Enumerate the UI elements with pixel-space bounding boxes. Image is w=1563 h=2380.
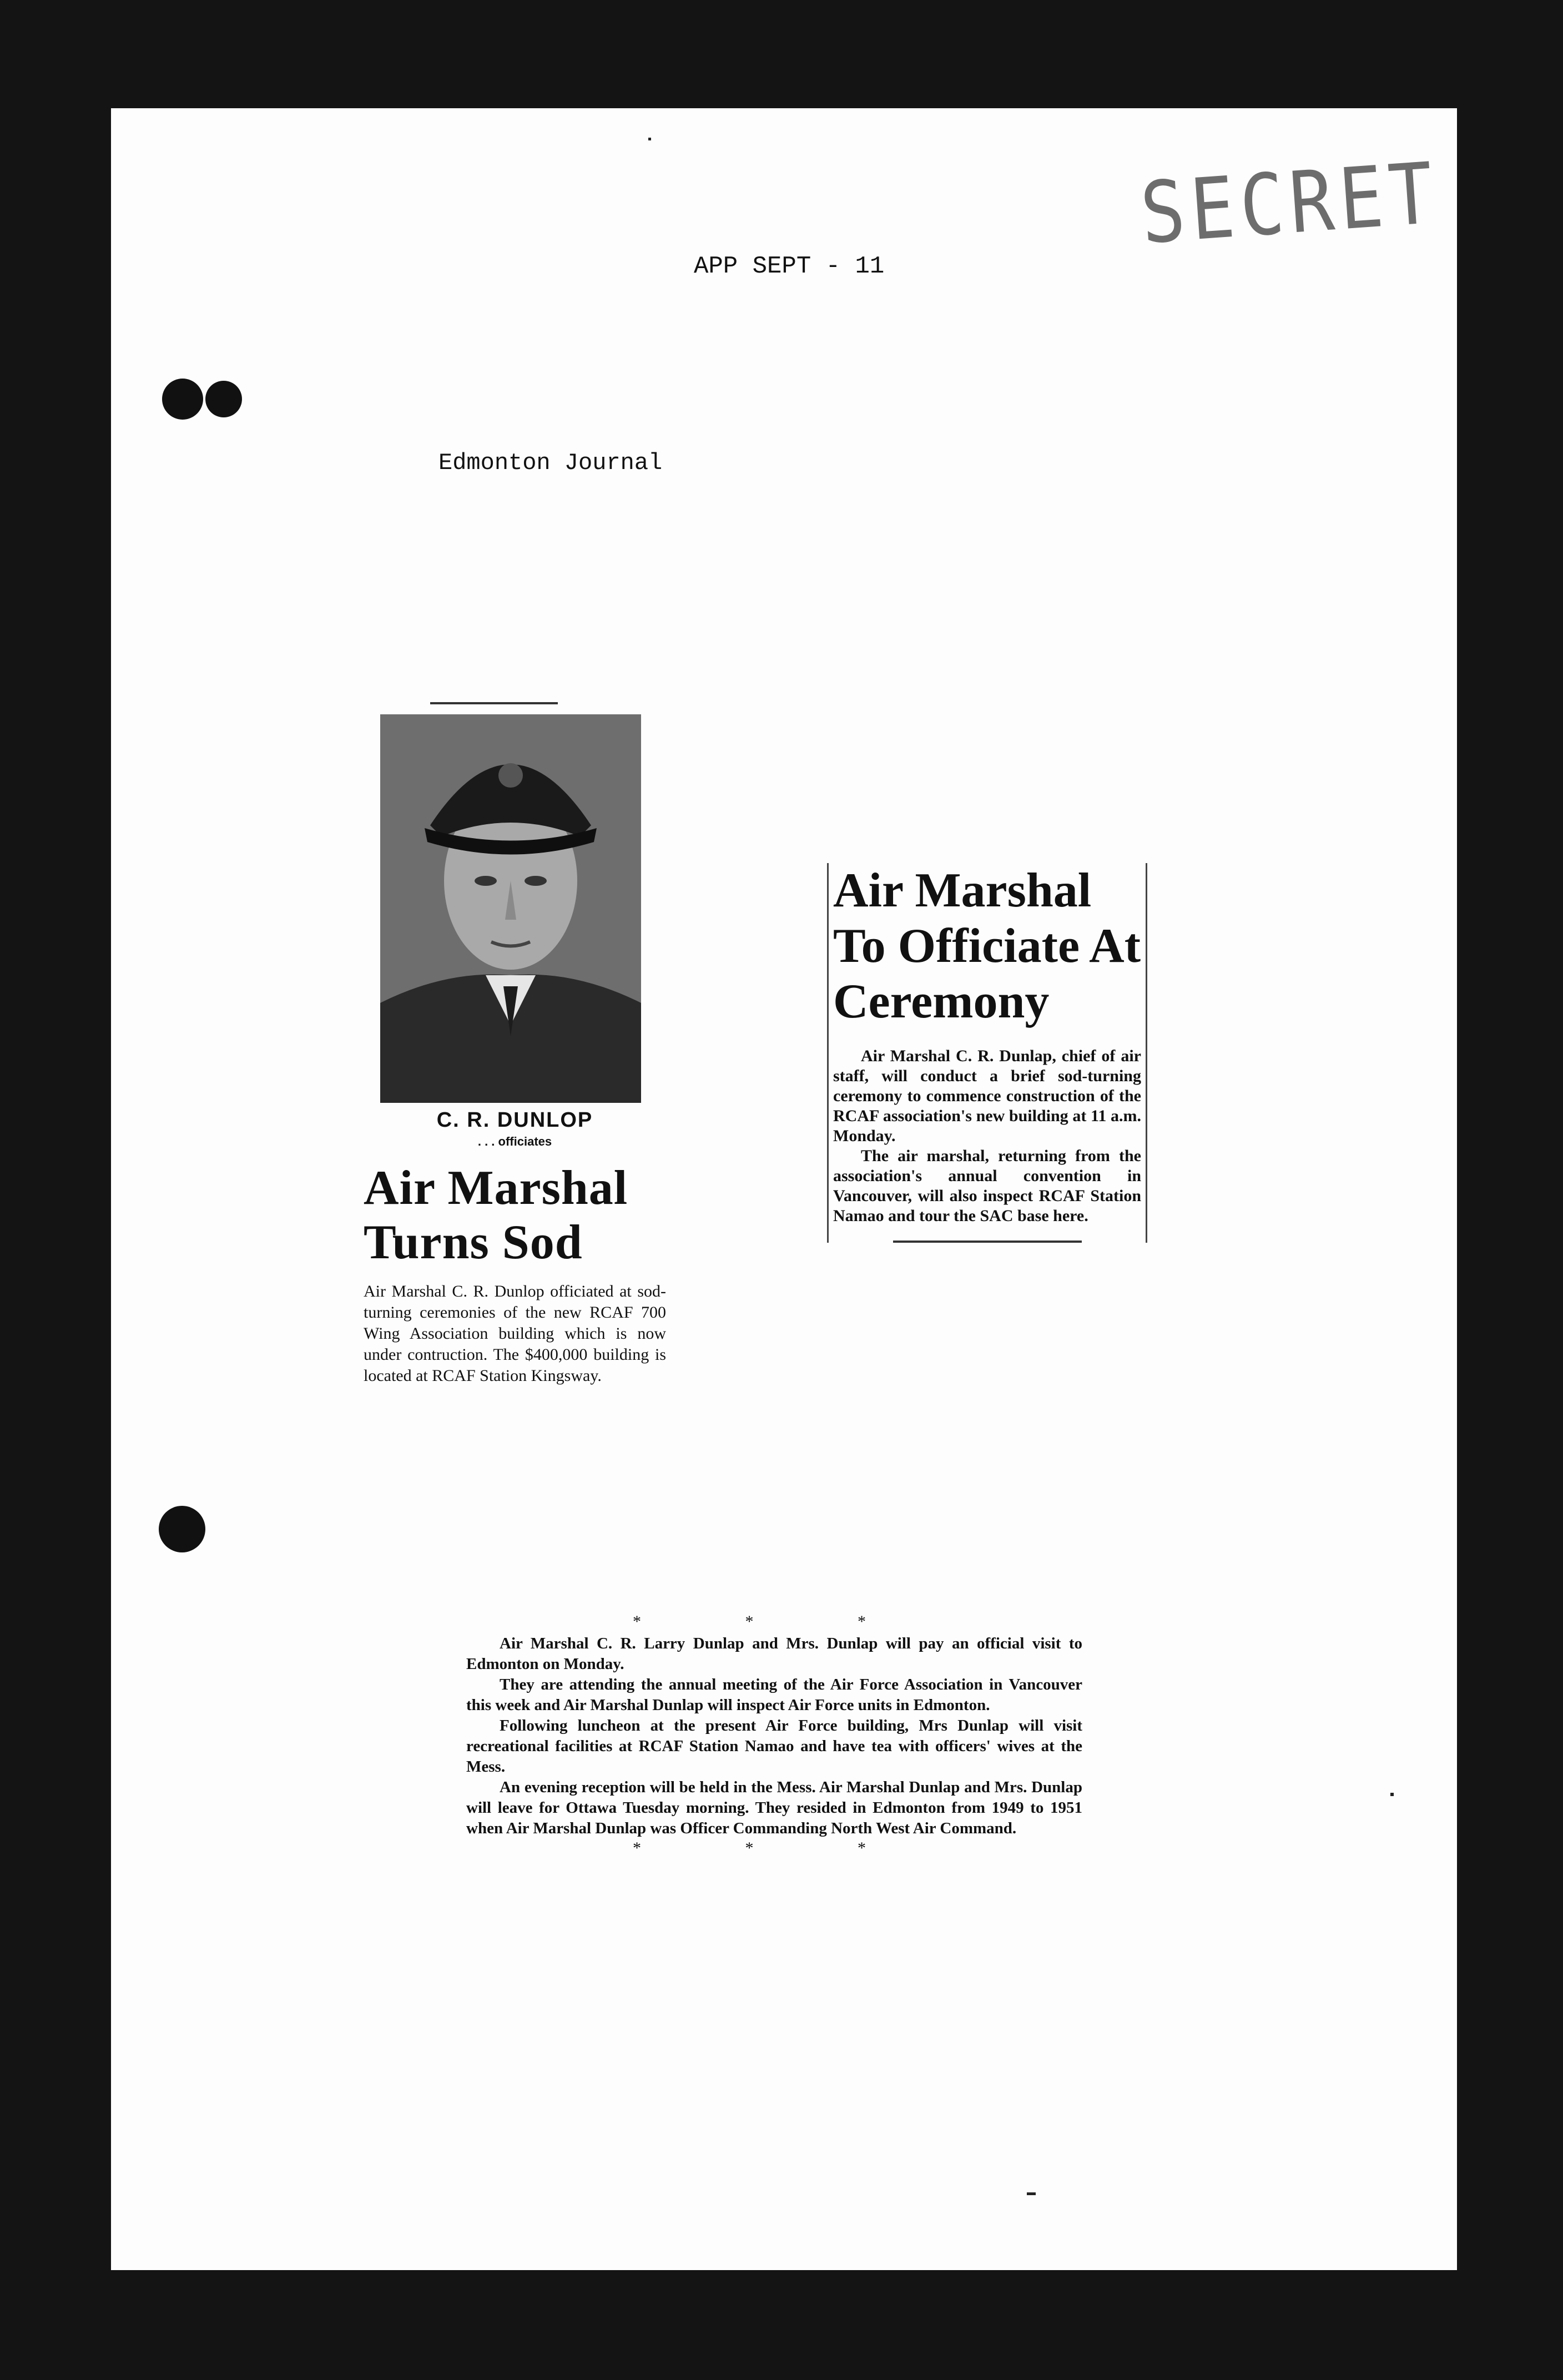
scan-speck xyxy=(1390,1793,1394,1796)
headline: Air Marshal To Officiate At Ceremony xyxy=(833,864,1141,1028)
article-paragraph: Air Marshal C. R. Dunlap, chief of air staff, will conduct a brief sod-turning ceremony to commence construction of the RCAF association's new building at 11 a.m. Monday. xyxy=(833,1047,1141,1145)
secret-stamp: SECRET xyxy=(1137,144,1442,264)
clipping-official-visit xyxy=(466,1612,1082,1858)
photo-caption-name: C. R. DUNLOP xyxy=(436,1108,593,1132)
scan-speck xyxy=(648,138,651,140)
article-paragraph: They are attending the annual meeting of the Air Force Association in Vancouver this week and Air Marshal Dunlap will inspect Air Force units in Edmonton. xyxy=(466,1676,1082,1714)
clipping-rule xyxy=(430,702,558,704)
portrait-photo-icon xyxy=(380,714,641,1103)
photo-caption-sub: . . . officiates xyxy=(477,1134,552,1148)
article-body xyxy=(833,1046,1141,1226)
clipping-rule xyxy=(893,1241,1082,1243)
reference-number: APP SEPT - 11 xyxy=(694,253,885,280)
punch-hole-icon xyxy=(159,1506,205,1552)
article-paragraph: An evening reception will be held in the Mess. Air Marshal Dunlap and Mrs. Dunlap will leave for Ottawa Tuesday morning. They resided in Edmonton from 1949 to 1951 when Air Marshal Dunlap was Officer Commanding North West Air Command. xyxy=(466,1778,1082,1837)
article-paragraph: The air marshal, returning from the association's annual convention in Vancouver, will also inspect RCAF Station Namao and tour the SAC base here. xyxy=(833,1147,1141,1225)
scan-speck xyxy=(1027,2192,1036,2195)
clipping-air-marshal-turns-sod xyxy=(364,702,666,1386)
punch-hole-icon xyxy=(205,381,242,417)
article-body xyxy=(466,1633,1082,1839)
headline: Air Marshal Turns Sod xyxy=(364,1161,628,1269)
clipping-air-marshal-to-officiate xyxy=(827,863,1147,1243)
article-paragraph: Air Marshal C. R. Larry Dunlap and Mrs. Dunlap will pay an official visit to Edmonton on Monday. xyxy=(466,1635,1082,1673)
article-body: Air Marshal C. R. Dunlop officiated at sod-turning ceremonies of the new RCAF 700 Wing Association building which is now under contruction. The $400,000 building is located at RCAF Station Kingsway. xyxy=(364,1282,666,1385)
punch-hole-icon xyxy=(162,379,203,420)
article-paragraph: Following luncheon at the present Air Force building, Mrs Dunlap will visit recreational facilities at RCAF Station Namao and have tea with officers' wives at the Mess. xyxy=(466,1717,1082,1776)
source-publication: Edmonton Journal xyxy=(438,450,663,476)
separator-stars: * * * xyxy=(633,1839,916,1857)
separator-stars: * * * xyxy=(633,1612,916,1631)
document-page xyxy=(111,108,1457,2270)
